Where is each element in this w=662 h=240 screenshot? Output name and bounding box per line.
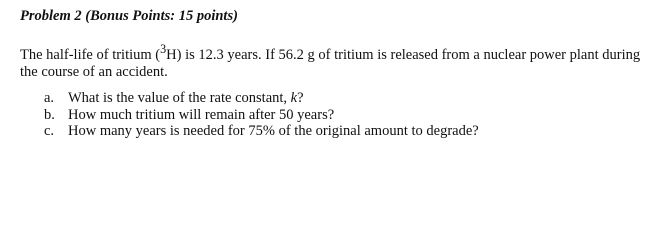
question-a-text-start: What is the value of the rate constant, [68,90,291,106]
question-c-text: How many years is needed for 75% of the original amount to degrade? [68,123,479,139]
question-a [44,90,479,107]
question-c [44,123,479,140]
statement-text-start: The half-life of tritium ( [20,46,161,63]
question-list [44,90,479,140]
question-a-text-end: ? [297,90,304,106]
question-b-text: How much tritium will remain after 50 years? [68,106,335,123]
isotope-mass-number: 3 [160,42,167,56]
problem-statement [20,41,650,81]
question-c-marker: c. [44,123,55,139]
question-b-marker: b. [44,106,55,123]
question-b [44,107,479,124]
statement-text-end: H) is 12.3 years. If 56.2 g of tritium is released from a nuclear power plant during the course of an accident. [20,46,641,80]
question-a-marker: a. [44,90,55,106]
problem-title: Problem 2 (Bonus Points: 15 points) [20,8,238,24]
rate-constant-variable: k [290,90,298,106]
